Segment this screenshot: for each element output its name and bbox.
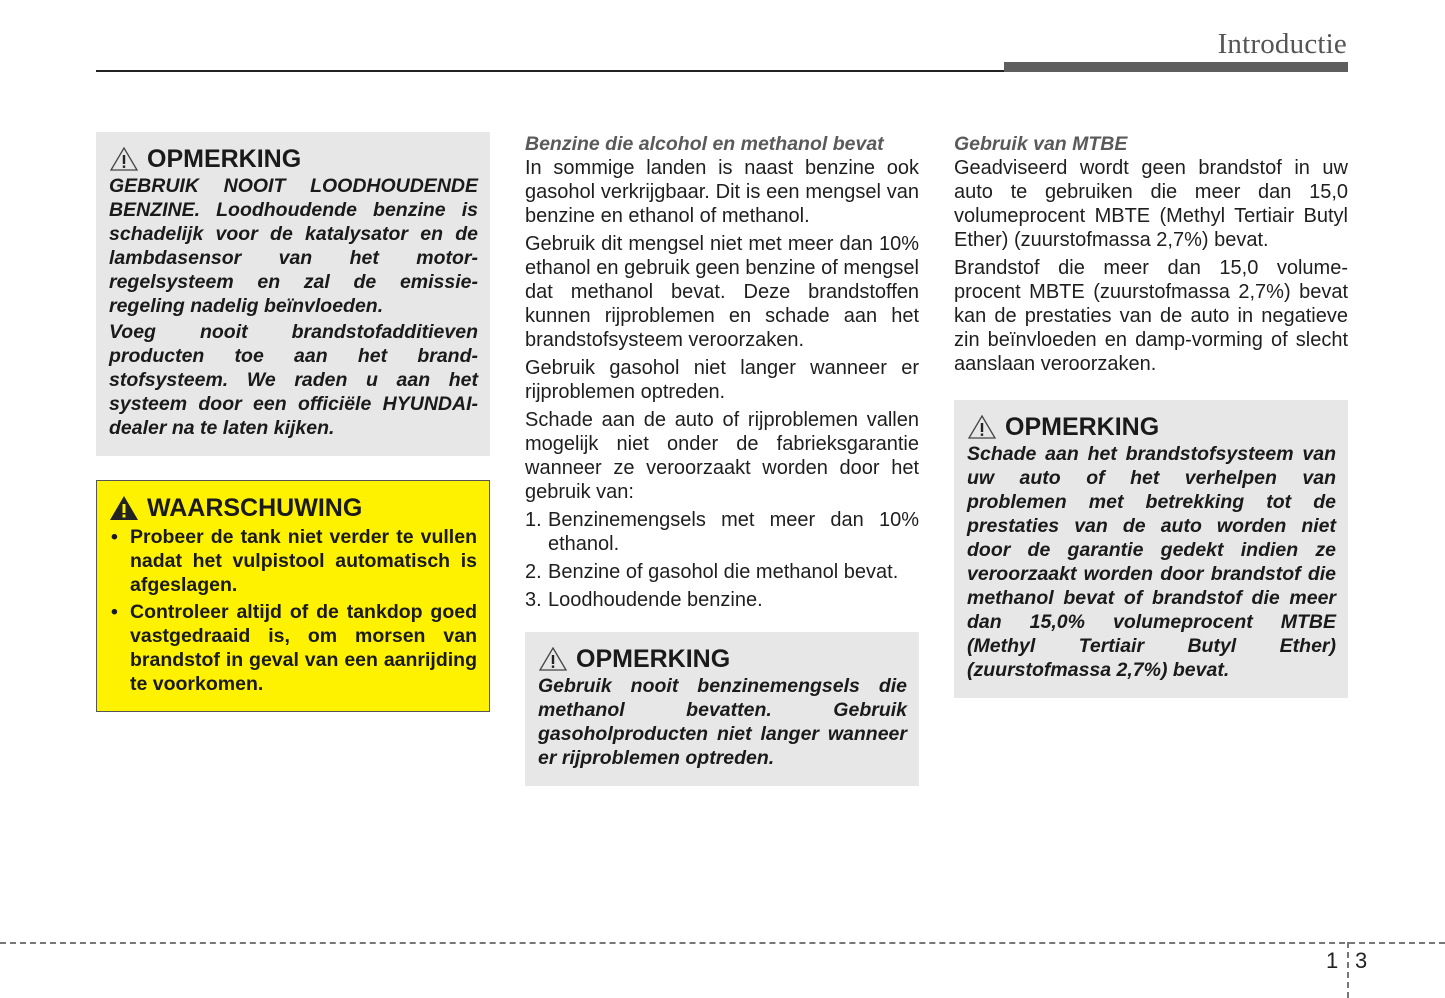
warning-heading-text: WAARSCHUWING [147,494,363,522]
paragraph: Gebruik gasohol niet langer wanneer er rijproblemen optreden. [525,357,919,403]
note-body [967,442,1336,682]
list-item-text: Benzine of gasohol die methanol bevat. [548,561,899,583]
column-middle [525,132,919,810]
list-number: 2. [525,561,542,583]
footer-dashed-rule [0,942,1445,944]
note-paragraph: Voeg nooit brandstofadditieven producten toe aan het brand-stofsysteem. We raden u aan het systeem door een officiële HYUNDAI-dealer na te laten kijken. [109,321,478,439]
list-item [525,560,919,584]
page-number: 3 [1355,948,1368,973]
warning-box [96,480,490,712]
subheading-mtbe: Gebruik van MTBE [954,133,1128,155]
section-title: Introductie [1217,28,1347,60]
column-left [96,132,490,712]
note-heading-text: OPMERKING [576,645,731,673]
warning-list [109,525,477,696]
warning-item [109,525,477,597]
note-box-methanol [525,632,919,786]
list-number: 1. [525,509,542,531]
list-item [525,588,919,612]
note-heading [109,144,478,174]
paragraph: In sommige landen is naast benzine ook gasohol verkrijgbaar. Dit is een mengsel van benzine en ethanol of methanol. [525,157,919,227]
warning-item-text: Controleer altijd of de tankdop goed vastgedraaid is, om morsen van brandstof in geval van een aanrijding te voorkomen. [130,601,477,695]
caution-triangle-icon [109,146,139,172]
column-right [954,132,1348,722]
note-box-lead-fuel [96,132,490,456]
caution-triangle-icon [538,646,568,672]
list-item-text: Benzinemengsels met meer dan 10% ethanol. [548,509,919,555]
warning-item-text: Probeer de tank niet verder te vullen nadat het vulpistool automatisch is afgeslagen. [130,526,477,596]
paragraph: Brandstof die meer dan 15,0 volume-procent MBTE (zuurstofmassa 2,7%) bevat kan de prestaties van de auto in negatieve zin beïnvloeden en damp-vorming of slecht aanslaan veroorzaken. [954,257,1348,375]
note-heading [967,412,1336,442]
bullet: • [111,601,118,623]
list-item [525,508,919,556]
note-heading [538,644,907,674]
footer-vertical-dashed-rule [1347,942,1349,998]
note-body [538,674,907,770]
numbered-list [525,508,919,612]
note-paragraph: Schade aan het brandstofsysteem van uw auto of het verhelpen van problemen met betrekking tot de prestaties van de auto worden niet door de garantie gedekt indien ze veroorzaakt worden door brandstof die methanol bevat of brandstof die meer dan 15,0% volumeprocent MTBE (Methyl Tertiair Butyl Ether) (zuurstofmassa 2,7%) bevat. [967,443,1336,681]
paragraph: Gebruik dit mengsel niet met meer dan 10% ethanol en gebruik geen benzine of mengsel dat methanol bevat. Deze brandstoffen kunnen rijproblemen en schade aan het brandstofsysteem veroorzaken. [525,233,919,351]
warning-triangle-icon [109,495,139,521]
note-paragraph: GEBRUIK NOOIT LOODHOUDENDE BENZINE. Loodhoudende benzine is schadelijk voor de katalysator en de lambdasensor van het motor-regelsysteem en zal de emissie-regeling nadelig beïnvloeden. [109,175,478,317]
note-paragraph: Gebruik nooit benzinemengsels die methanol bevatten. Gebruik gasoholproducten niet langer wanneer er rijproblemen optreden. [538,675,907,769]
bullet: • [111,526,118,548]
warning-item [109,600,477,696]
header-rule [96,70,1006,72]
note-heading-text: OPMERKING [147,145,302,173]
paragraph: Schade aan de auto of rijproblemen vallen mogelijk niet onder de fabrieksgarantie wanneer ze veroorzaakt worden door het gebruik van: [525,409,919,503]
note-box-mtbe [954,400,1348,698]
list-number: 3. [525,589,542,611]
paragraph: Geadviseerd wordt geen brandstof in uw auto te gebruiken die meer dan 15,0 volumeprocent MBTE (Methyl Tertiair Butyl Ether) (zuurstofmassa 2,7%) bevat. [954,157,1348,251]
chapter-number: 1 [1326,948,1339,973]
note-body [109,174,478,440]
subheading-alcohol-methanol: Benzine die alcohol en methanol bevat [525,133,884,155]
caution-triangle-icon [967,414,997,440]
header-bar [1004,62,1348,72]
note-heading-text: OPMERKING [1005,413,1160,441]
warning-heading [109,493,477,523]
list-item-text: Loodhoudende benzine. [548,589,763,611]
